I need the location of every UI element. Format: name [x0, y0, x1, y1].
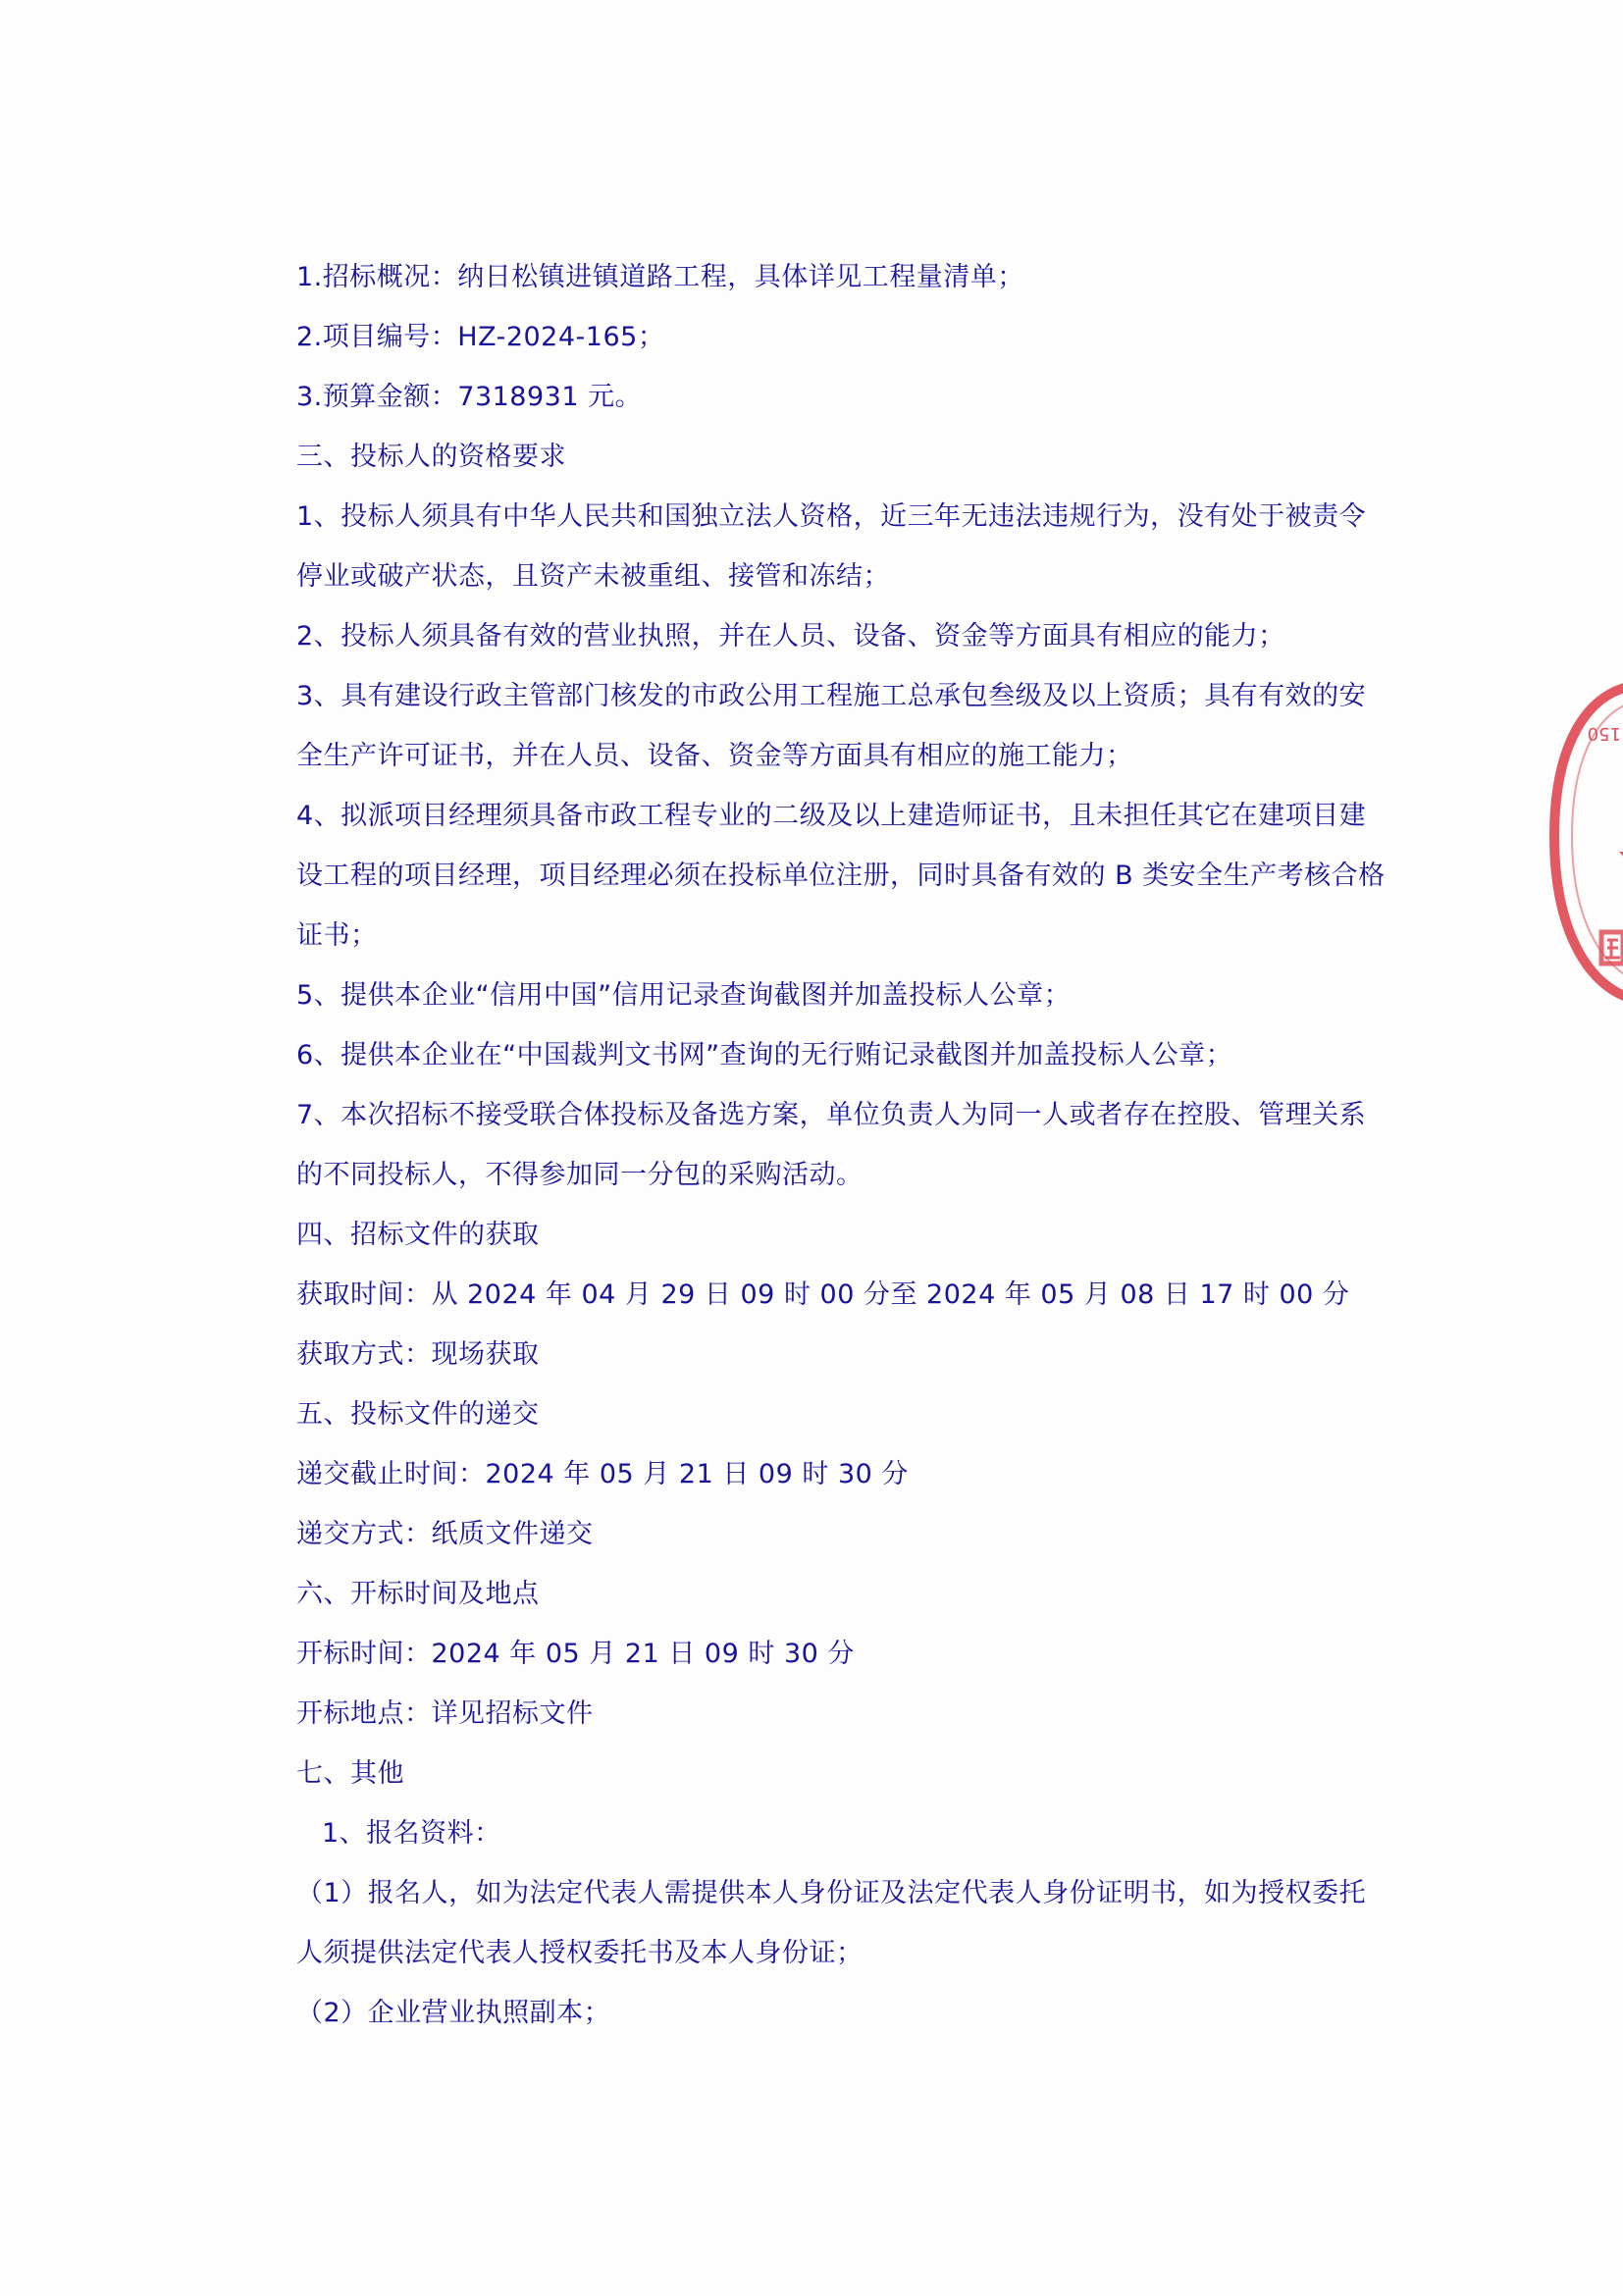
- qualification-4-line-1: 4、拟派项目经理须具备市政工程专业的二级及以上建造师证书，且未担任其它在建项目建: [296, 801, 1367, 831]
- document-body: [296, 247, 1386, 2043]
- section-heading-other: 七、其他: [296, 1758, 404, 1789]
- qualification-3-line-2: 全生产许可证书，并在人员、设备、资金等方面具有相应的施工能力；: [296, 741, 1133, 771]
- registration-materials-heading: 1、报名资料：: [322, 1818, 501, 1849]
- qualification-7-line-2: 的不同投标人，不得参加同一分包的采购活动。: [296, 1160, 864, 1190]
- qualification-2-line: 2、投标人须具备有效的营业执照，并在人员、设备、资金等方面具有相应的能力；: [296, 621, 1285, 652]
- qualification-6-line: 6、提供本企业在“中国裁判文书网”查询的无行贿记录截图并加盖投标人公章；: [296, 1040, 1233, 1070]
- section-heading-opening: 六、开标时间及地点: [296, 1579, 540, 1609]
- qualification-4-line-3: 证书；: [296, 920, 378, 951]
- opening-time-line: 开标时间：2024 年 05 月 21 日 09 时 30 分: [296, 1639, 855, 1669]
- qualification-4-line-2: 设工程的项目经理，项目经理必须在投标单位注册，同时具备有效的 B 类安全生产考核合格: [296, 861, 1386, 891]
- qualification-7-line-1: 7、本次招标不接受联合体投标及备选方案，单位负责人为同一人或者存在控股、管理关系: [296, 1100, 1367, 1130]
- budget-amount-line: 3.预算金额：7318931 元。: [296, 382, 643, 412]
- tender-overview-line: 1.招标概况：纳日松镇进镇道路工程，具体详见工程量清单；: [296, 262, 1024, 292]
- section-heading-submission: 五、投标文件的递交: [296, 1399, 540, 1430]
- qualification-5-line: 5、提供本企业“信用中国”信用记录查询截图并加盖投标人公章；: [296, 980, 1072, 1011]
- registration-item-1-line-1: （1）报名人，如为法定代表人需提供本人身份证及法定代表人身份证明书，如为授权委托: [296, 1878, 1367, 1908]
- opening-location-line: 开标地点：详见招标文件: [296, 1698, 594, 1729]
- section-heading-document-acquisition: 四、招标文件的获取: [296, 1220, 540, 1250]
- star-seal-icon: [1533, 677, 1623, 1011]
- project-number-line: 2.项目编号：HZ-2024-165；: [296, 322, 665, 352]
- registration-item-2-line: （2）企业营业执照副本；: [296, 1998, 611, 2028]
- submission-deadline-line: 递交截止时间：2024 年 05 月 21 日 09 时 30 分: [296, 1459, 909, 1489]
- acquisition-time-line: 获取时间：从 2024 年 04 月 29 日 09 时 00 分至 2024 年 05 月 08 日 17 时 00 分: [296, 1279, 1350, 1310]
- qualification-1-line-1: 1、投标人须具有中华人民共和国独立法人资格，近三年无违法违规行为，没有处于被责令: [296, 501, 1367, 532]
- submission-method-line: 递交方式：纸质文件递交: [296, 1519, 594, 1549]
- partial-red-seal: [1533, 677, 1623, 1011]
- section-heading-qualifications: 三、投标人的资格要求: [296, 442, 566, 472]
- qualification-1-line-2: 停业或破产状态，且资产未被重组、接管和冻结；: [296, 561, 890, 592]
- qualification-3-line-1: 3、具有建设行政主管部门核发的市政公用工程施工总承包叁级及以上资质；具有有效的安: [296, 681, 1367, 711]
- acquisition-method-line: 获取方式：现场获取: [296, 1339, 540, 1370]
- registration-item-1-line-2: 人须提供法定代表人授权委托书及本人身份证；: [296, 1938, 864, 1968]
- seal-fragment-text: 150: [1587, 723, 1621, 744]
